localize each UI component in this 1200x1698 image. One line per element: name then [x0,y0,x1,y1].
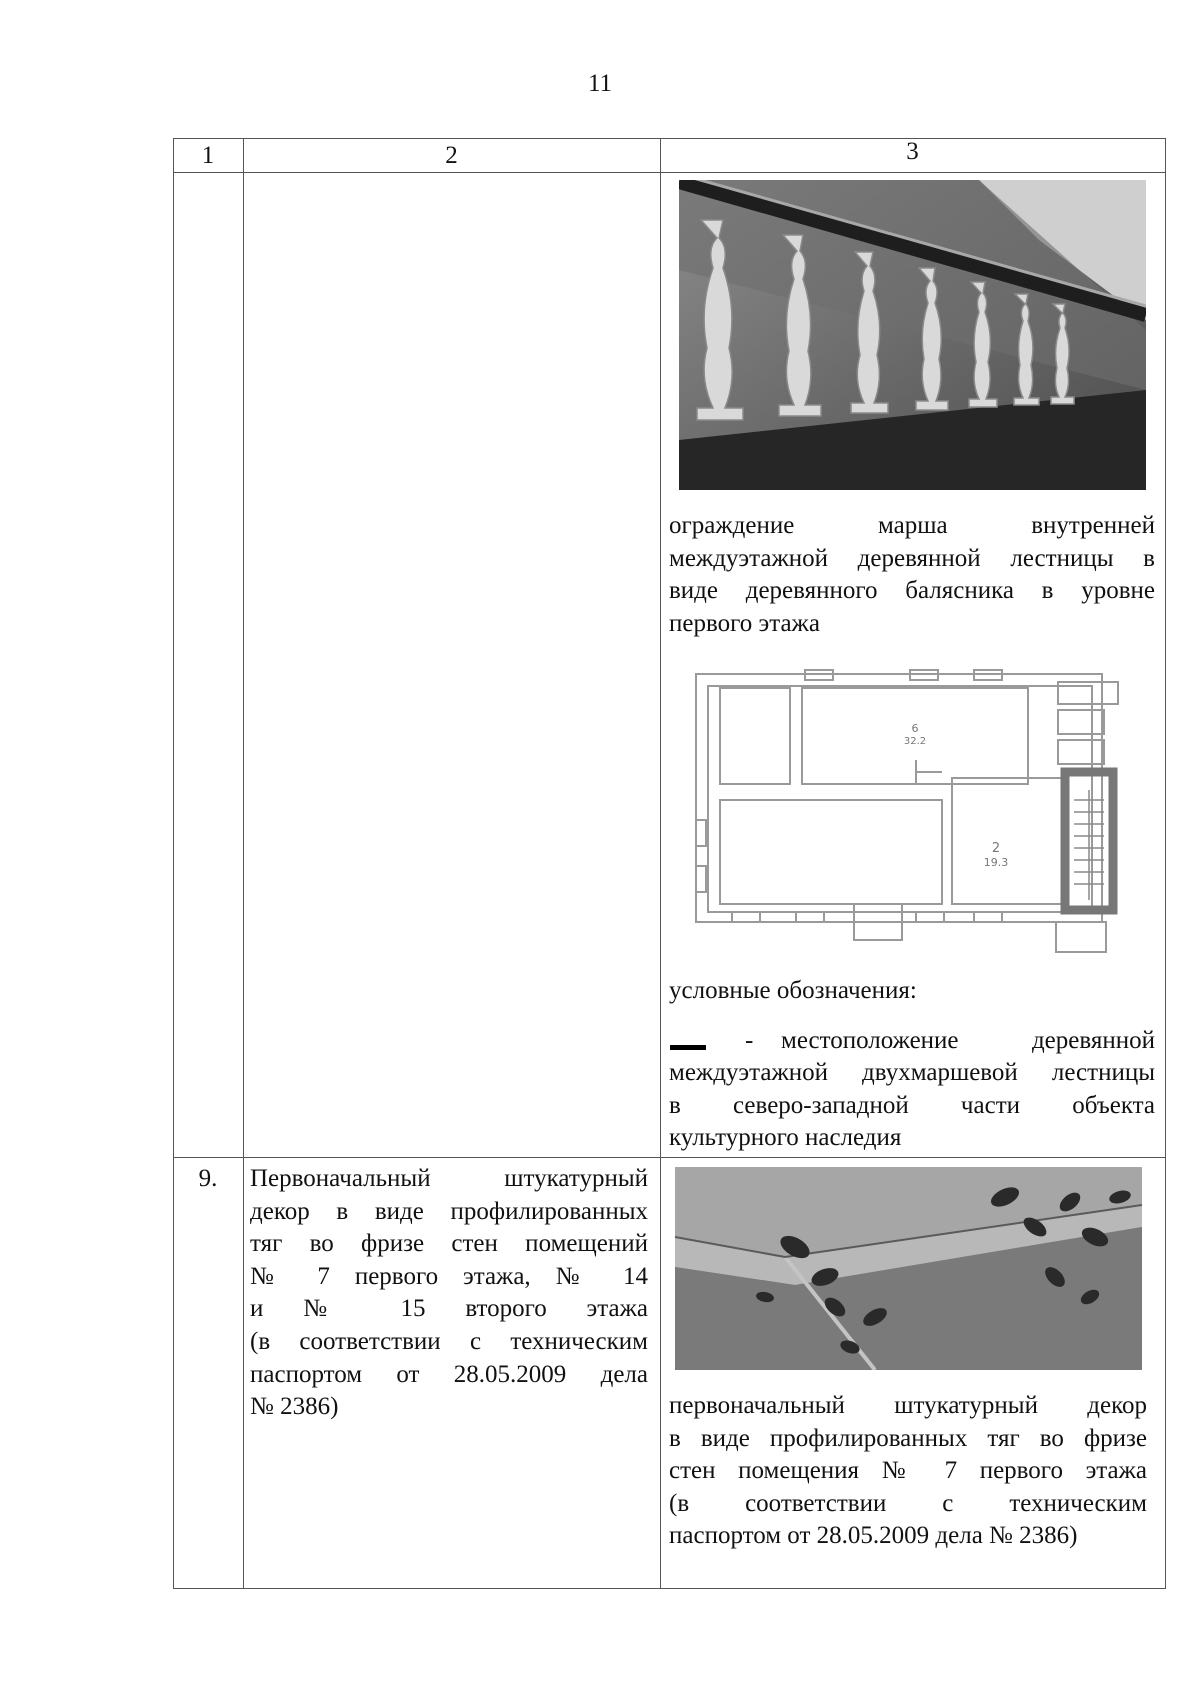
photo-stucco-decor [675,1167,1142,1370]
header-col-1: 1 [201,142,215,169]
description-line: тяг во фризе стен помещений [250,1230,648,1258]
plan-room-b: 6 [911,722,919,735]
page-number: 11 [587,70,613,97]
description-line: паспортом от 28.05.2009 дела [250,1360,648,1388]
legend-dash: - [745,1027,754,1054]
description-line: № 2386) [250,1393,339,1421]
legend-text-line: местоположение деревянной [781,1027,1155,1054]
description-line: декор в виде профилированных [250,1197,648,1225]
photo-caption-stucco [669,1390,1147,1553]
legend-text-line: междуэтажной двухмаршевой лестницы [669,1059,1155,1086]
caption-line: междуэтажной деревянной лестницы в [669,544,1155,572]
description-line: Первоначальный штукатурный [250,1165,648,1192]
caption-line: первого этажа [669,609,820,637]
legend-text [669,1057,1155,1155]
description-line: и № 15 второго этажа [250,1295,648,1323]
row-number: 9. [198,1165,218,1192]
legend-line-marker [670,1045,706,1050]
header-col-2: 2 [445,142,458,169]
caption-line: ограждение марша внутренней [669,512,1155,539]
caption-line: первоначальный штукатурный декор [669,1392,1147,1419]
plan-area-b: 32.2 [903,736,927,747]
plan-area-a: 19.3 [983,856,1009,869]
caption-line: (в соответствии с техническим [669,1489,1147,1517]
floor-plan-first-floor [690,660,1144,960]
plan-room-a: 2 [991,841,1001,856]
description-line: № 7 первого этажа, № 14 [250,1262,648,1290]
photo-staircase-balustrade [679,180,1146,490]
caption-line: в виде профилированных тяг во фризе [669,1424,1147,1452]
description-line: (в соответствии с техническим [250,1327,648,1355]
header-col-3: 3 [906,138,919,165]
photo-caption-balustrade [669,510,1155,640]
caption-line: паспортом от 28.05.2009 дела № 2386) [669,1522,1078,1550]
caption-line: стен помещения № 7 первого этажа [669,1457,1147,1485]
caption-line: виде деревянного балясника в уровне [669,577,1155,605]
row-description [250,1163,648,1424]
legend-text-line: культурного наследия [669,1124,902,1152]
legend-title: условные обозначения: [669,977,917,1004]
legend-text-line: в северо-западной части объекта [669,1091,1155,1119]
